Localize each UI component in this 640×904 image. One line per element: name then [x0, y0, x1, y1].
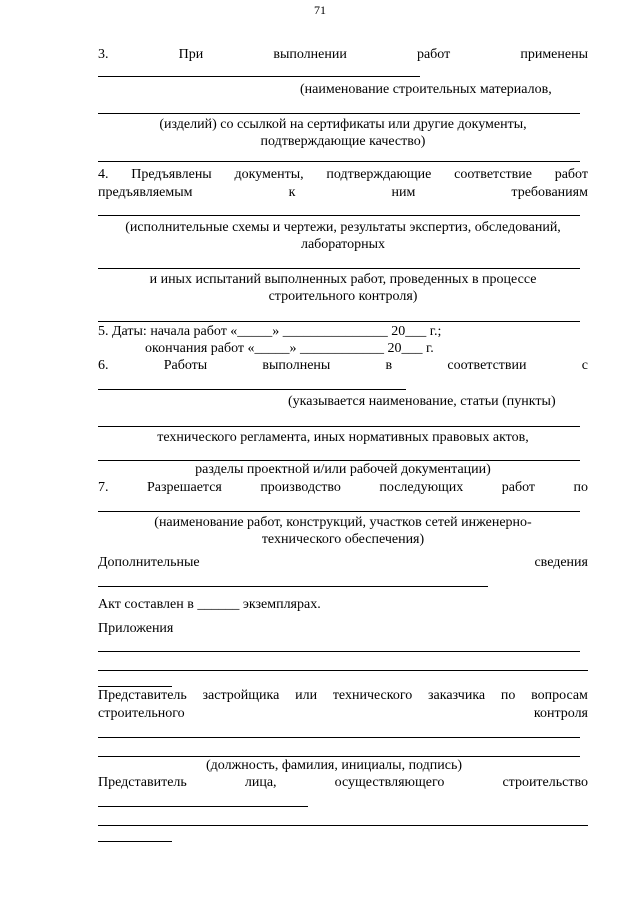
item4-heading-line-1 [98, 167, 588, 183]
additional-info-heading [98, 555, 588, 571]
item7-heading-word: последующих [379, 480, 464, 495]
item7-heading-word: работ [501, 480, 536, 495]
developer-rep-fill-line-1[interactable] [98, 737, 580, 738]
item4-heading-line-2-word: требованиям [511, 185, 588, 200]
builder-rep-line [98, 775, 588, 791]
item3-heading-word: 3. [98, 47, 109, 62]
item3-caption-2: (изделий) со ссылкой на сертификаты или другие документы, [159, 117, 527, 132]
builder-rep-fill-line-1[interactable] [98, 806, 308, 807]
item3-heading-word: выполнении [273, 47, 347, 62]
developer-rep-line-2 [98, 706, 588, 722]
item6-heading-word: 6. [98, 358, 109, 373]
item3-caption-3: подтверждающие качество) [260, 134, 426, 149]
additional-info-left: Дополнительные [98, 555, 200, 570]
developer-rep-line-1-word: вопросам [531, 688, 588, 703]
item3-heading-word: При [178, 47, 204, 62]
developer-rep-line-2-right: контроля [533, 706, 588, 721]
developer-rep-line-1 [98, 688, 588, 704]
attachments-fill-line-2[interactable] [98, 670, 588, 671]
item7-fill-line[interactable] [98, 511, 580, 512]
item6-heading-word: с [581, 358, 588, 373]
item7-heading [98, 480, 588, 496]
item4-heading-line-2-word: предъявляемым [98, 185, 193, 200]
item6-heading-word: соответствии [447, 358, 527, 373]
additional-info-fill-line[interactable] [98, 586, 488, 587]
developer-rep-line-1-word: по [500, 688, 516, 703]
builder-rep-line-word: осуществляющего [334, 775, 445, 790]
item7-heading-word: Разрешается [146, 480, 222, 495]
item4-fill-line-3[interactable] [98, 321, 580, 322]
item7-heading-word: по [573, 480, 588, 495]
item4-fill-line-1[interactable] [98, 215, 580, 216]
item4-heading-line-1-word: соответствие [454, 167, 532, 182]
item3-fill-line-2[interactable] [98, 113, 580, 114]
developer-rep-line-1-word: технического [332, 688, 413, 703]
page-number: 71 [314, 3, 326, 17]
item4-heading-line-1-word: 4. [98, 167, 109, 182]
item4-heading-line-2-word: к [288, 185, 296, 200]
item4-caption-2: лабораторных [300, 237, 385, 252]
item4-heading-line-1-word: работ [554, 167, 588, 182]
item3-fill-line-3[interactable] [98, 161, 580, 162]
developer-rep-line-1-word: застройщика [202, 688, 280, 703]
attachments-fill-line-1[interactable] [98, 651, 580, 652]
item6-fill-line-1[interactable] [98, 389, 406, 390]
developer-rep-line-1-word: или [295, 688, 318, 703]
item4-caption-1: (исполнительные схемы и чертежи, результаты экспертиз, обследований, [125, 220, 561, 235]
item6-caption-1: (указывается наименование, статьи (пункты) [288, 394, 556, 409]
builder-rep-fill-line-2[interactable] [98, 825, 588, 826]
item6-caption-2: технического регламента, иных нормативных правовых актов, [157, 430, 529, 445]
developer-rep-line-1-word: заказчика [427, 688, 486, 703]
item6-heading [98, 358, 588, 374]
item3-caption-1: (наименование строительных материалов, [300, 82, 552, 97]
item6-fill-line-2[interactable] [98, 426, 580, 427]
item4-caption-3: и иных испытаний выполненных работ, проведенных в процессе [149, 272, 537, 287]
developer-rep-line-1-word: Представитель [98, 688, 187, 703]
builder-rep-line-word: Представитель [98, 775, 187, 790]
item4-fill-line-2[interactable] [98, 268, 580, 269]
item4-heading-line-2 [98, 185, 588, 201]
item7-caption-2: технического обеспечения) [261, 532, 425, 547]
item7-heading-word: производство [260, 480, 341, 495]
item7-heading-word: 7. [98, 480, 109, 495]
item4-heading-line-1-word: подтверждающие [326, 167, 432, 182]
developer-rep-fill-line-2[interactable] [98, 756, 580, 757]
developer-rep-caption: (должность, фамилия, инициалы, подпись) [206, 758, 463, 773]
item6-heading-word: выполнены [262, 358, 331, 373]
attachments-label: Приложения [98, 621, 174, 636]
item4-heading-line-1-word: Предъявлены [131, 167, 212, 182]
item6-heading-word: в [385, 358, 393, 373]
item5-start-date[interactable]: 5. Даты: начала работ «_____» _______________ 20___ г.; [98, 324, 442, 339]
item6-caption-3: разделы проектной и/или рабочей документации) [195, 462, 491, 477]
item5-end-date[interactable]: окончания работ «_____» ____________ 20___ г. [145, 341, 434, 356]
item7-caption-1: (наименование работ, конструкций, участков сетей инженерно- [154, 515, 532, 530]
builder-rep-line-word: строительство [502, 775, 588, 790]
item3-heading-word: работ [416, 47, 451, 62]
item6-heading-word: Работы [163, 358, 208, 373]
attachments-fill-line-3[interactable] [98, 686, 172, 687]
copies-line[interactable]: Акт составлен в ______ экземплярах. [98, 597, 321, 612]
builder-rep-fill-line-3[interactable] [98, 841, 172, 842]
item3-heading [98, 47, 588, 63]
item3-heading-word: применены [520, 47, 588, 62]
item3-fill-line-1[interactable] [98, 76, 420, 77]
item4-heading-line-2-word: ним [391, 185, 416, 200]
builder-rep-line-word: лица, [244, 775, 277, 790]
additional-info-right: сведения [534, 555, 588, 570]
item6-fill-line-3[interactable] [98, 460, 580, 461]
item4-caption-4: строительного контроля) [268, 289, 418, 304]
item4-heading-line-1-word: документы, [234, 167, 304, 182]
developer-rep-line-2-left: строительного [98, 706, 185, 721]
